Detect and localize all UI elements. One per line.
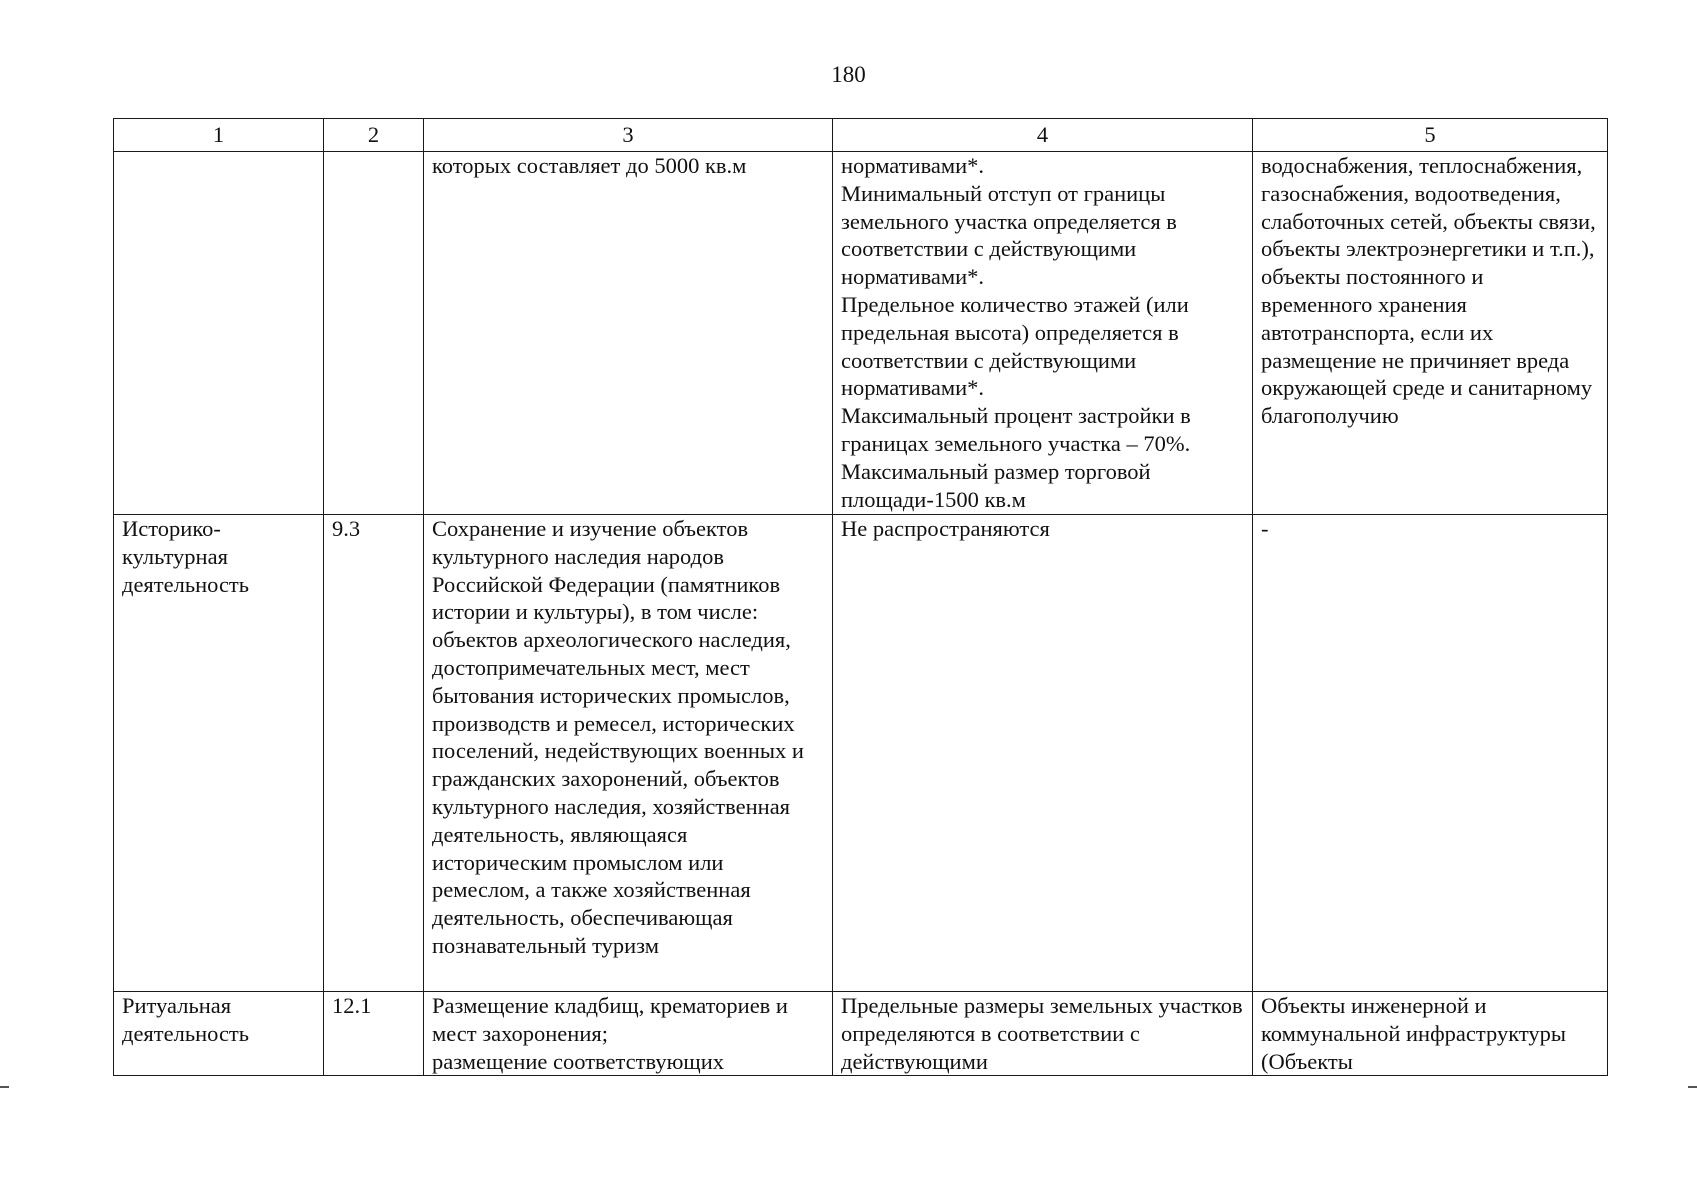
description-cell [424, 992, 833, 1076]
cell-text: Максимальный размер торговой площади-1500 кв.м [841, 458, 1151, 512]
cell-text: Предельное количество этажей (или предельная высота) определяется в соответствии с действующими нормативами*. [841, 291, 1189, 401]
auxiliary-uses-cell [1253, 992, 1608, 1076]
parameters-cell [833, 152, 1253, 515]
column-header: 1 [114, 119, 324, 152]
column-header: 2 [324, 119, 424, 152]
cell-text: Объекты инженерной и коммунальной инфраструктуры (Объекты [1261, 993, 1566, 1074]
code-cell: 12.1 [324, 992, 424, 1076]
regulations-table [113, 118, 1608, 1076]
use-type-cell [114, 515, 324, 992]
cell-text: Сохранение и изучение объектов культурного наследия народов Российской Федерации (памятников истории и культуры), в том числе: объектов археологического наследия, достопримечательных мест, мест бытования исторических промыслов, производств и ремесел, исторических поселений, недействующих военных и гражданских захоронений, объектов культурного наследия, хозяйственная деятельность, являющаяся историческим промыслом или ремеслом, а также хозяйственная деятельность, обеспечивающая познавательный туризм [432, 516, 804, 958]
auxiliary-uses-cell [1253, 515, 1608, 992]
cell-text: Предельные размеры земельных участков определяются в соответствии с действующими [841, 993, 1243, 1074]
cell-text: культурная [122, 543, 228, 569]
column-header: 3 [424, 119, 833, 152]
table-header-row [114, 119, 1608, 152]
cell-text: Ритуальная [122, 993, 232, 1018]
cell-text: Минимальный отступ от границы земельного участка определяется в соответствии с действующими нормативами*. [841, 180, 1177, 290]
page-number: 180 [831, 62, 866, 87]
column-header: 5 [1253, 119, 1608, 152]
parameters-cell [833, 515, 1253, 992]
auxiliary-uses-cell [1253, 152, 1608, 515]
table-row [114, 152, 1608, 515]
scan-edge-mark [1688, 1086, 1697, 1088]
cell-text: которых составляет до 5000 кв.м [432, 153, 747, 178]
code-cell [324, 152, 424, 515]
cell-text: водоснабжения, теплоснабжения, газоснабжения, водоотведения, слаботочных сетей, объекты связи, объекты электроэнергетики и т.п.), объекты постоянного и временного хранения автотранспорта, если их размещение не причиняет вреда окружающей среде и санитарному благополучию [1261, 153, 1596, 429]
cell-text: - [1261, 516, 1269, 541]
cell-text: Максимальный процент застройки в границах земельного участка – 70%. [841, 403, 1191, 456]
cell-text: деятельность [122, 571, 250, 597]
use-type-cell [114, 992, 324, 1076]
code-cell: 9.3 [324, 515, 424, 992]
cell-text: нормативами*. [841, 153, 985, 178]
description-cell [424, 152, 833, 515]
cell-text: Не распространяются [841, 516, 1050, 541]
cell-text: деятельность [122, 1020, 250, 1046]
table-row [114, 992, 1608, 1076]
cell-text: размещение соответствующих [432, 1048, 724, 1074]
cell-text: Историко- [122, 516, 221, 541]
parameters-cell [833, 992, 1253, 1076]
use-type-cell [114, 152, 324, 515]
column-header: 4 [833, 119, 1253, 152]
scan-edge-mark [0, 1086, 9, 1088]
cell-text: Размещение кладбищ, крематориев и мест захоронения; [432, 993, 788, 1046]
description-cell [424, 515, 833, 992]
table-row [114, 515, 1608, 992]
